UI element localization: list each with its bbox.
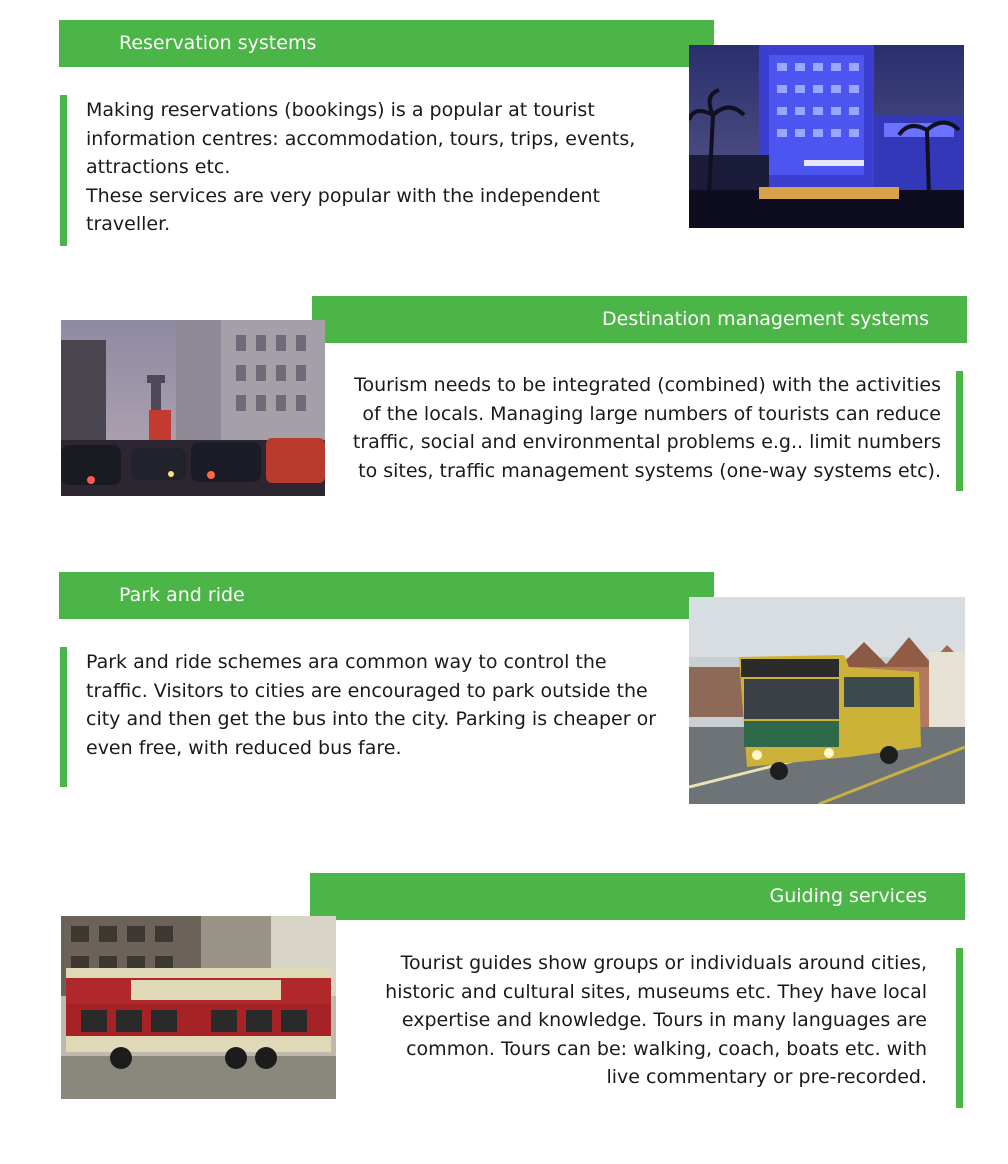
section-title-destination-management-systems: Destination management systems xyxy=(312,296,967,343)
body-paragraph: These services are very popular with the independent traveller. xyxy=(86,184,600,235)
park-and-ride-bus-photo xyxy=(689,597,965,804)
hotel-night-photo xyxy=(689,45,964,228)
section-title-park-and-ride: Park and ride xyxy=(59,572,714,619)
tour-bus-photo xyxy=(61,916,336,1099)
section-body-reservation-systems xyxy=(86,96,656,239)
section-title-reservation-systems: Reservation systems xyxy=(59,20,714,67)
accent-line xyxy=(60,647,67,787)
section-title-guiding-services: Guiding services xyxy=(310,873,965,920)
section-body-destination-management-systems xyxy=(335,371,941,485)
body-paragraph: Tourism needs to be integrated (combined) with the activities of the locals. Managing large numbers of tourists can reduce traffic, social and environmental problems e.g.. limit numbers to sites, traffic management systems (one-way systems etc). xyxy=(352,374,941,482)
section-body-park-and-ride xyxy=(86,648,656,762)
accent-line xyxy=(956,371,963,491)
body-paragraph: Park and ride schemes ara common way to control the traffic. Visitors to cities are encouraged to park outside the city and then get the bus into the city. Parking is cheaper or even free, with reduced bus fare. xyxy=(86,651,657,759)
accent-line xyxy=(60,95,67,246)
accent-line xyxy=(956,948,963,1108)
city-traffic-photo xyxy=(61,320,325,496)
body-paragraph: Making reservations (bookings) is a popular at tourist information centres: accommodation, tours, trips, events, attractions etc. xyxy=(86,99,636,178)
body-paragraph: Tourist guides show groups or individuals around cities, historic and cultural sites, museums etc. They have local expertise and knowledge. Tours in many languages are common. Tours can be: walking, coach, boats etc. with live commentary or pre-recorded. xyxy=(385,952,927,1088)
section-body-guiding-services xyxy=(370,949,927,1092)
